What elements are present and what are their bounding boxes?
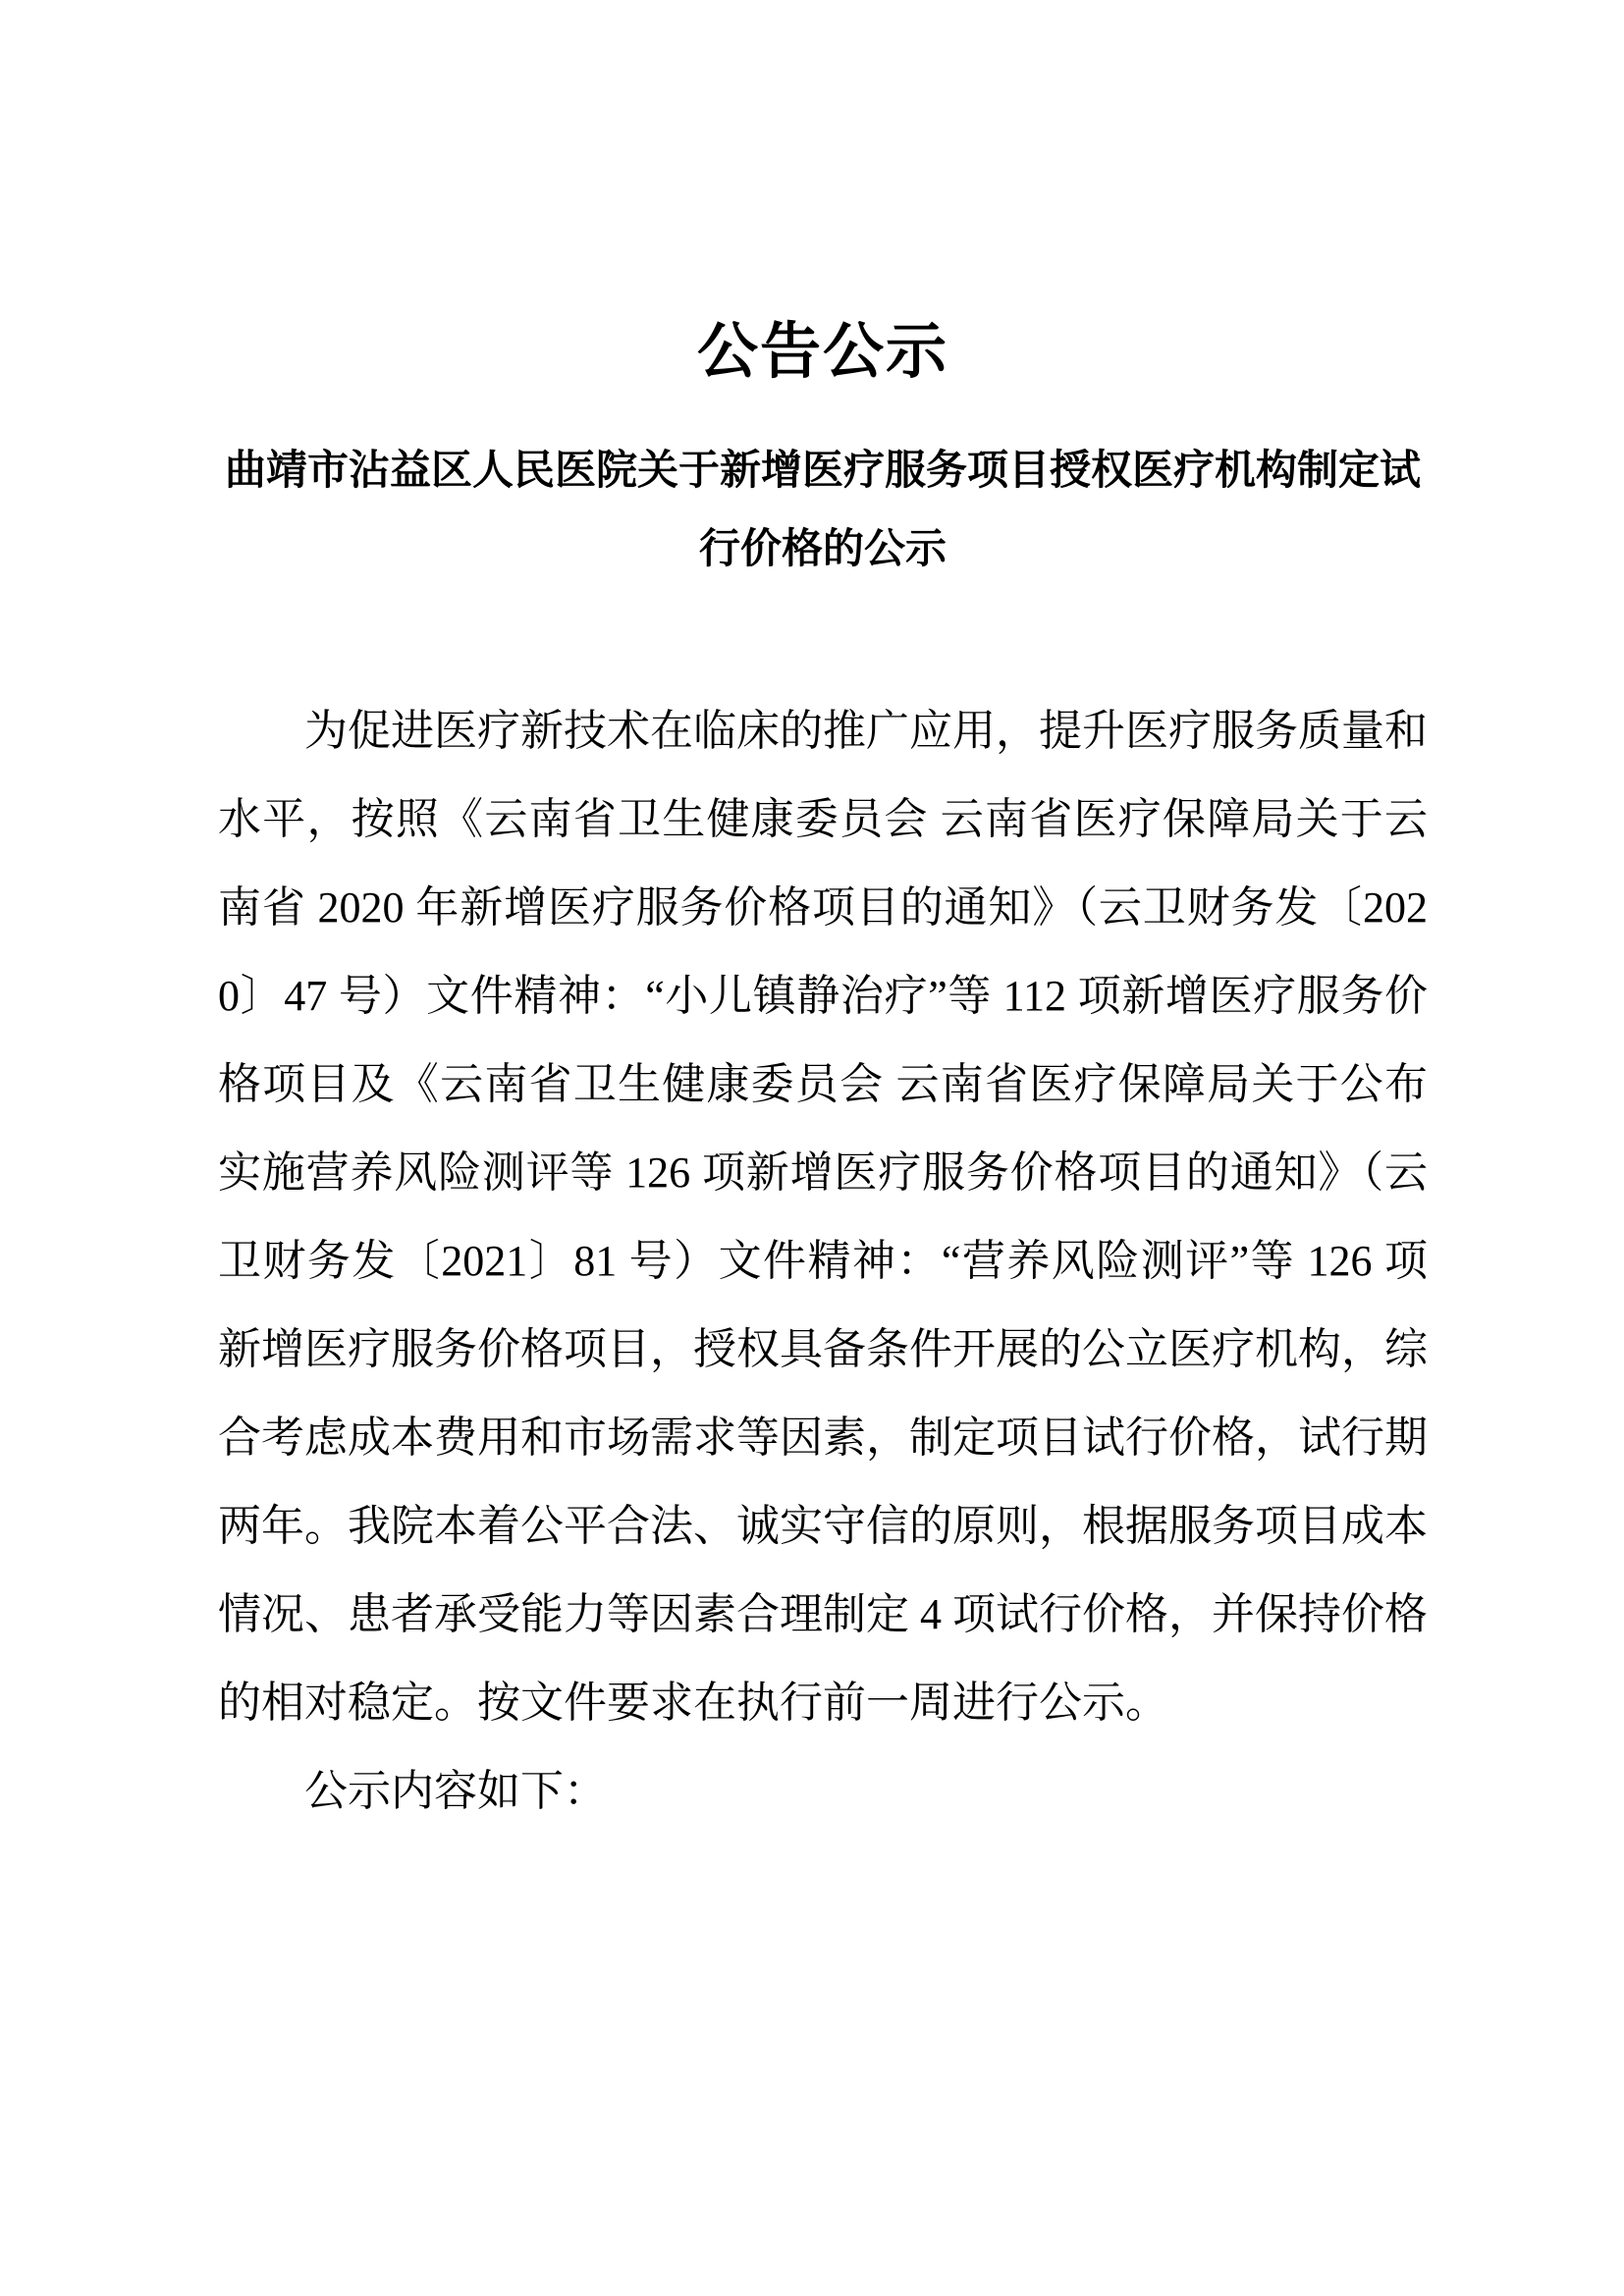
document-content: [218, 0, 1428, 1836]
document-body: [218, 687, 1428, 1836]
page-title: 公告公示: [696, 319, 948, 386]
document-subtitle: 曲靖市沾益区人民医院关于新增医疗服务项目授权医疗机构制定试行价格的公示: [224, 449, 1421, 572]
body-paragraph: 为促进医疗新技术在临床的推广应用，提升医疗服务质量和水平，按照《云南省卫生健康委员会 云南省医疗保障局关于云南省 2020 年新增医疗服务价格项目的通知》（云卫财务发〔2020〕47 号）文件精神：“小儿镇静治疗”等 112 项新增医疗服务价格项目及《云南省卫生健康委员会 云南省医疗保障局关于公布实施营养风险测评等 126 项新增医疗服务价格项目的通知》（云卫财务发〔2021〕81 号）文件精神：“营养风险测评”等 126 项新增医疗服务价格项目，授权具备条件开展的公立医疗机构，综合考虑成本费用和市场需求等因素，制定项目试行价格，试行期两年。我院本着公平合法、诚实守信的原则，根据服务项目成本情况、患者承受能力等因素合理制定 4 项试行价格，并保持价格的相对稳定。按文件要求在执行前一周进行公示。: [218, 707, 1428, 1727]
body-paragraph-closing: 公示内容如下：: [304, 1767, 607, 1815]
